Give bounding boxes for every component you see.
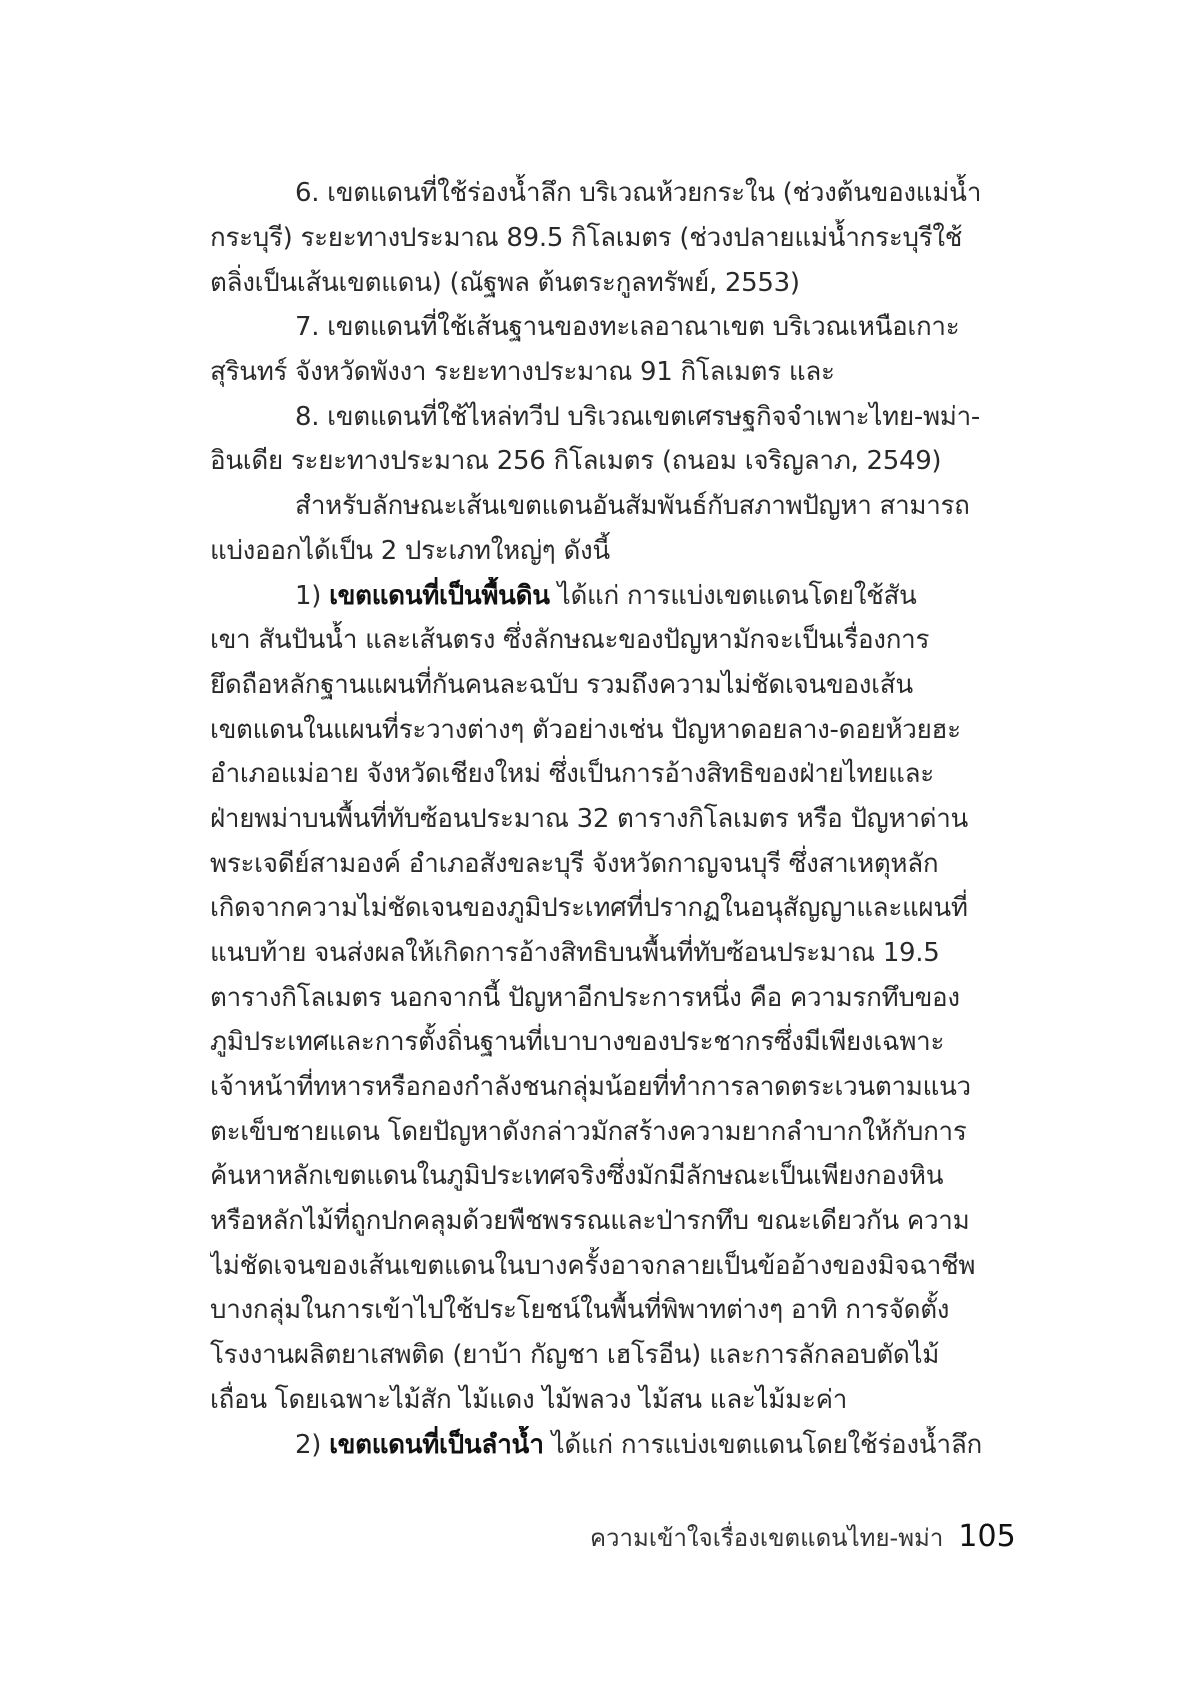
text-line: อำเภอแม่อาย จังหวัดเชียงใหม่ ซึ่งเป็นการอ้างสิทธิของฝ่ายไทยและ (210, 759, 934, 789)
item-2-text: ได้แก่ การแบ่งเขตแดนโดยใช้ร่องน้ำลึก (551, 1430, 982, 1460)
text-line: แบ่งออกได้เป็น 2 ประเภทใหญ่ๆ ดังนี้ (210, 536, 610, 566)
text-line: 7. เขตแดนที่ใช้เส้นฐานของทะเลอาณาเขต บริเวณเหนือเกาะ (295, 312, 960, 342)
item-1-heading: เขตแดนที่เป็นพื้นดิน (329, 581, 550, 611)
item-1-line (295, 577, 990, 615)
item-2-line (295, 1426, 990, 1464)
text-line: เขตแดนในแผนที่ระวางต่างๆ ตัวอย่างเช่น ปัญหาดอยลาง-ดอยห้วยฮะ (210, 715, 961, 745)
text-line: ภูมิประเทศและการตั้งถิ่นฐานที่เบาบางของประชากรซึ่งมีเพียงเฉพาะ (210, 1027, 945, 1057)
item-2-heading: เขตแดนที่เป็นลำน้ำ (329, 1430, 544, 1460)
text-line: เจ้าหน้าที่ทหารหรือกองกำลังชนกลุ่มน้อยที่ทำการลาดตระเวนตามแนว (210, 1072, 971, 1102)
text-line: อินเดีย ระยะทางประมาณ 256 กิโลเมตร (ถนอม เจริญลาภ, 2549) (210, 446, 942, 476)
text-line: 8. เขตแดนที่ใช้ไหล่ทวีป บริเวณเขตเศรษฐกิจจำเพาะไทย-พม่า- (295, 402, 981, 432)
text-line: ยึดถือหลักฐานแผนที่กันคนละฉบับ รวมถึงความไม่ชัดเจนของเส้น (210, 670, 913, 700)
text-line: เขา สันปันน้ำ และเส้นตรง ซึ่งลักษณะของปัญหามักจะเป็นเรื่องการ (210, 625, 930, 655)
text-line: บางกลุ่มในการเข้าไปใช้ประโยชน์ในพื้นที่พิพาทต่างๆ อาทิ การจัดตั้ง (210, 1295, 950, 1325)
text-line: ค้นหาหลักเขตแดนในภูมิประเทศจริงซึ่งมักมีลักษณะเป็นเพียงกองหิน (210, 1161, 944, 1191)
text-line: ตะเข็บชายแดน โดยปัญหาดังกล่าวมักสร้างความยากลำบากให้กับการ (210, 1117, 967, 1147)
text-line: สำหรับลักษณะเส้นเขตแดนอันสัมพันธ์กับสภาพปัญหา สามารถ (295, 491, 970, 521)
text-line: ตารางกิโลเมตร นอกจากนี้ ปัญหาอีกประการหนึ่ง คือ ความรกทึบของ (210, 983, 960, 1013)
text-line: ฝ่ายพม่าบนพื้นที่ทับซ้อนประมาณ 32 ตารางกิโลเมตร หรือ ปัญหาด่าน (210, 804, 969, 834)
text-line: แนบท้าย จนส่งผลให้เกิดการอ้างสิทธิบนพื้นที่ทับซ้อนประมาณ 19.5 (210, 938, 940, 968)
text-line: สุรินทร์ จังหวัดพังงา ระยะทางประมาณ 91 กิโลเมตร และ (210, 357, 835, 387)
page-footer (590, 1518, 1016, 1562)
page-number: 105 (958, 1519, 1016, 1554)
text-line: 6. เขตแดนที่ใช้ร่องน้ำลึก บริเวณห้วยกระใน (ช่วงต้นของแม่น้ำ (295, 178, 982, 208)
running-title: ความเข้าใจเรื่องเขตแดนไทย-พม่า (590, 1524, 944, 1552)
text-line: เกิดจากความไม่ชัดเจนของภูมิประเทศที่ปรากฏในอนุสัญญาและแผนที่ (210, 893, 968, 923)
item-1-text: ได้แก่ การแบ่งเขตแดนโดยใช้สัน (557, 581, 917, 611)
text-line: กระบุรี) ระยะทางประมาณ 89.5 กิโลเมตร (ช่วงปลายแม่น้ำกระบุรีใช้ (210, 223, 963, 253)
item-2-number: 2) (295, 1430, 322, 1460)
text-line: หรือหลักไม้ที่ถูกปกคลุมด้วยพืชพรรณและป่ารกทึบ ขณะเดียวกัน ความ (210, 1206, 970, 1236)
text-line: โรงงานผลิตยาเสพติด (ยาบ้า กัญชา เฮโรอีน) และการลักลอบตัดไม้ (210, 1340, 940, 1370)
item-1-number: 1) (295, 581, 322, 611)
text-line: ไม่ชัดเจนของเส้นเขตแดนในบางครั้งอาจกลายเป็นข้ออ้างของมิจฉาชีพ (210, 1251, 976, 1281)
text-line: เถื่อน โดยเฉพาะไม้สัก ไม้แดง ไม้พลวง ไม้สน และไม้มะค่า (210, 1385, 848, 1415)
text-line: พระเจดีย์สามองค์ อำเภอสังขละบุรี จังหวัดกาญจนบุรี ซึ่งสาเหตุหลัก (210, 849, 939, 879)
text-line: ตลิ่งเป็นเส้นเขตแดน) (ณัฐพล ต้นตระกูลทรัพย์, 2553) (210, 268, 800, 298)
